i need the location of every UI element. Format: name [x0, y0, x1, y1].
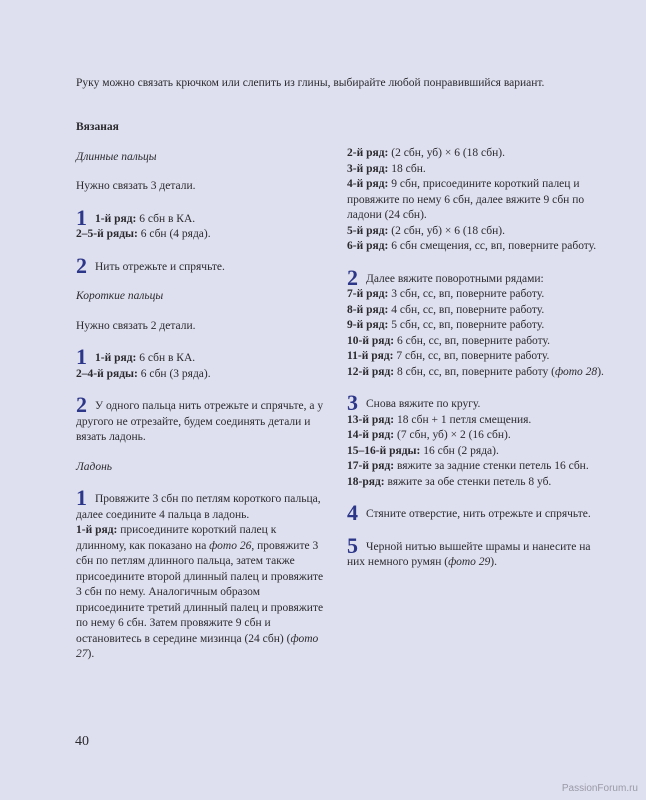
step-number: 1 [76, 204, 87, 230]
row-label: 12-й ряд: [347, 365, 395, 378]
row-text: 6 сбн, сс, вп, поверните работу. [394, 334, 550, 347]
short-fingers-row-2 [76, 367, 326, 383]
palm-row-1 [76, 523, 326, 663]
row-text: 6 сбн в КА. [136, 212, 196, 225]
page-number: 40 [75, 734, 89, 749]
row-text: вяжите за обе стенки петель 8 уб. [384, 475, 552, 488]
long-fingers-step-1 [76, 204, 326, 230]
row-label: 4-й ряд: [347, 178, 389, 190]
row-10 [347, 334, 609, 350]
step-number: 2 [76, 392, 87, 417]
row-text: (7 сбн, уб) × 2 (16 сбн). [394, 429, 511, 441]
row-14 [347, 428, 609, 444]
row-8 [347, 303, 609, 319]
row-15-16 [347, 444, 609, 460]
row-text: 3 сбн, сс, вп, поверните работу. [388, 288, 545, 300]
row-text: ). [597, 365, 604, 378]
row-label: 5-й ряд: [347, 224, 389, 237]
row-9 [347, 318, 609, 334]
row-3 [347, 162, 609, 178]
left-column [76, 120, 326, 663]
row-text: 4 сбн, сс, вп, поверните работу. [388, 303, 545, 316]
long-fingers-count: Нужно связать 3 детали. [76, 180, 196, 192]
photo-ref: фото 29 [448, 556, 491, 568]
photo-ref: фото 28 [554, 365, 598, 378]
intro-text: Руку можно связать крючком или слепить из глины, выбирайте любой понравившийся вариант. [76, 77, 545, 89]
row-text: (2 сбн, уб) × 6 (18 сбн). [388, 147, 505, 159]
palm-title: Ладонь [76, 460, 113, 473]
row-label: 3-й ряд: [347, 162, 389, 175]
step-text: У одного пальца нить отрежьте и спрячьте, а у другого не отрезайте, будем соединять детали и вязать ладонь. [76, 400, 324, 443]
row-label: 2–5-й ряды: [76, 228, 138, 240]
row-5 [347, 224, 609, 240]
row-text: , провяжите 3 сбн по петлям длинного пальца, затем также присоедините второй длинный палец и провяжите 3 сбн по нему. Аналогичным образом присоедините третий длинный палец и провяжите по нему 6 сбн. Затем провяжите 9 сбн и остановитесь в середине мизинца (24 сбн) ( [76, 539, 324, 645]
row-2 [347, 146, 609, 162]
row-label: 1-й ряд: [76, 524, 118, 536]
short-fingers-count: Нужно связать 2 детали. [76, 319, 196, 332]
row-label: 1-й ряд: [95, 212, 137, 225]
row-label: 2–4-й ряды: [76, 367, 138, 380]
row-text: 18 сбн + 1 петля смещения. [394, 413, 532, 426]
step-text: Черной нитью вышейте шрамы и нанесите на них немного румян ( [347, 540, 591, 568]
row-4 [347, 177, 609, 224]
row-label: 14-й ряд: [347, 429, 395, 441]
right-step-5 [347, 532, 609, 571]
row-label: 1-й ряд: [95, 352, 137, 364]
step-text: ). [490, 556, 497, 568]
watermark: PassionForum.ru [561, 783, 638, 794]
row-7 [347, 287, 609, 303]
row-label: 18-ряд: [347, 475, 385, 488]
step-number: 2 [347, 264, 358, 290]
step-text: Провяжите 3 сбн по петлям короткого пальца, далее соедините 4 пальца в ладонь. [76, 493, 321, 521]
step-number: 1 [76, 344, 87, 369]
row-text: 18 сбн. [388, 162, 426, 175]
row-text: 6 сбн смещения, сс, вп, поверните работу. [388, 240, 597, 252]
step-text: Стяните отверстие, нить отрежьте и спрячьте. [366, 508, 591, 520]
palm-step-1 [76, 485, 326, 523]
short-fingers-title: Короткие пальцы [76, 290, 164, 302]
step-number: 3 [347, 390, 358, 415]
step-text: Снова вяжите по кругу. [366, 398, 481, 410]
right-step-4 [347, 500, 609, 525]
row-label: 13-й ряд: [347, 413, 395, 426]
row-label: 9-й ряд: [347, 319, 389, 331]
short-fingers-step-1 [76, 344, 326, 369]
row-text: 6 сбн в КА. [136, 352, 196, 364]
row-text: 5 сбн, сс, вп, поверните работу. [388, 319, 545, 331]
row-text: вяжите за задние стенки петель 16 сбн. [394, 460, 589, 472]
row-12 [347, 365, 609, 381]
right-column [347, 146, 609, 571]
row-18 [347, 475, 609, 491]
row-label: 15–16-й ряды: [347, 444, 421, 457]
row-label: 8-й ряд: [347, 303, 389, 316]
row-label: 11-й ряд: [347, 350, 394, 362]
right-step-2 [347, 264, 609, 290]
photo-ref: фото 26 [209, 539, 252, 552]
row-text: 6 сбн (4 ряда). [137, 228, 211, 240]
short-fingers-step-2 [76, 392, 326, 446]
row-17 [347, 459, 609, 475]
row-label: 10-й ряд: [347, 334, 395, 347]
row-13 [347, 413, 609, 429]
row-label: 6-й ряд: [347, 240, 389, 252]
row-11 [347, 349, 609, 365]
section-heading: Вязаная [76, 121, 119, 133]
row-text: 7 сбн, сс, вп, поверните работу. [393, 350, 550, 362]
row-text: 16 сбн (2 ряда). [420, 444, 499, 457]
row-6 [347, 239, 609, 255]
step-number: 4 [347, 500, 358, 525]
row-text: присоедините короткий палец к длинному, как показано на [76, 524, 277, 552]
row-text: 9 сбн, присоедините короткий палец и провяжите по нему 6 сбн, далее вяжите 9 сбн по ладони (24 сбн). [347, 178, 585, 221]
long-fingers-row-2 [76, 227, 326, 243]
row-text: 8 сбн, сс, вп, поверните работу ( [394, 365, 555, 378]
photo-ref: фото 27 [76, 632, 319, 660]
row-text: (2 сбн, уб) × 6 (18 сбн). [388, 224, 505, 237]
right-step-3 [347, 390, 609, 415]
step-text: Далее вяжите поворотными рядами: [366, 272, 544, 285]
step-number: 5 [347, 532, 358, 558]
row-text: ). [87, 648, 95, 660]
row-label: 17-й ряд: [347, 460, 395, 472]
row-label: 2-й ряд: [347, 147, 389, 159]
step-number: 1 [76, 485, 87, 510]
long-fingers-title: Длинные пальцы [76, 150, 157, 163]
row-label: 7-й ряд: [347, 288, 389, 300]
row-text: 6 сбн (3 ряда). [137, 367, 211, 380]
step-number: 2 [76, 252, 87, 278]
step-text: Нить отрежьте и спрячьте. [95, 260, 225, 273]
long-fingers-step-2 [76, 252, 326, 278]
